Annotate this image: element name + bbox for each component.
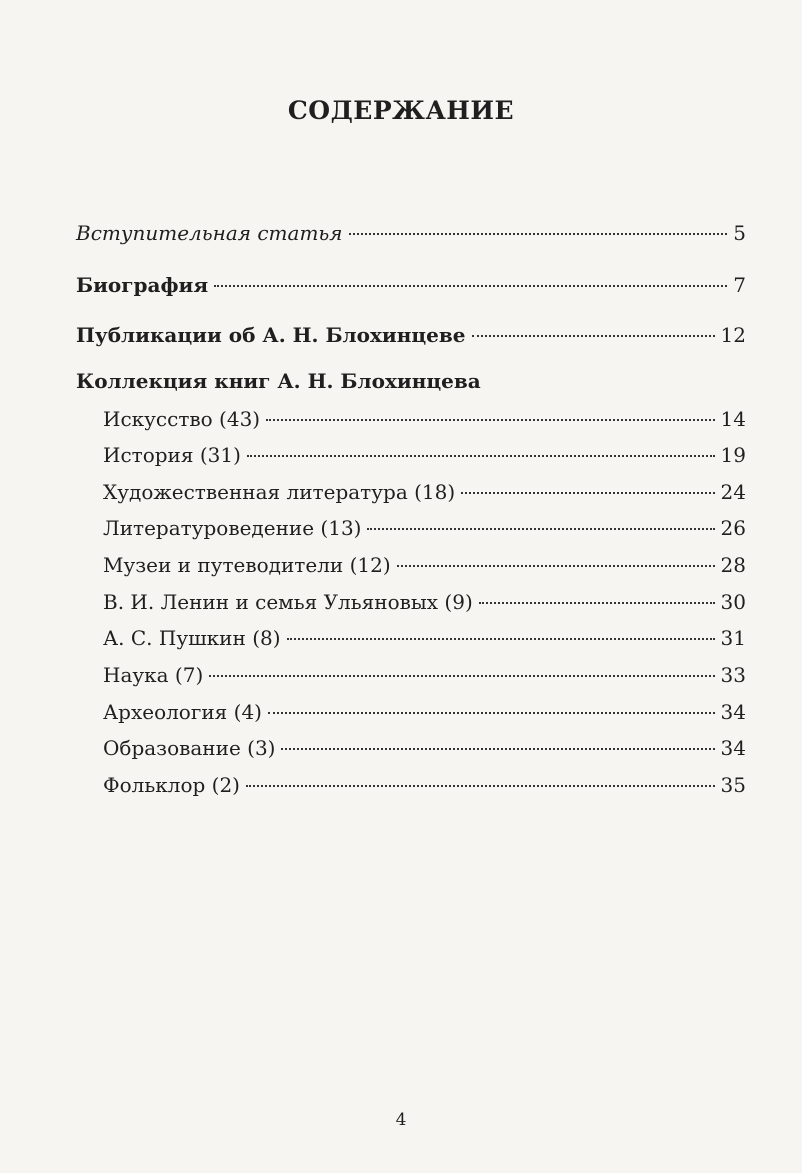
dot-leader <box>214 285 727 287</box>
toc-entry-label: Художественная литература (18) <box>103 480 456 504</box>
toc-sub-entry[interactable] <box>103 477 746 507</box>
dot-leader <box>281 748 714 750</box>
dot-leader <box>461 492 714 494</box>
toc-entry-page: 24 <box>720 480 746 504</box>
toc-sub-entry[interactable] <box>103 770 746 800</box>
toc-entry-label: История (31) <box>103 443 241 467</box>
toc-entry-label: Наука (7) <box>103 663 204 687</box>
toc-entry-label: Вступительная статья <box>76 221 343 245</box>
toc-entry-label: Публикации об А. Н. Блохинцеве <box>76 323 466 347</box>
toc-entry-page: 35 <box>720 773 746 797</box>
dot-leader <box>349 233 728 235</box>
toc-sub-entry[interactable] <box>103 623 746 653</box>
toc-sub-entry[interactable] <box>103 697 746 727</box>
toc-entry-label: В. И. Ленин и семья Ульяновых (9) <box>103 590 473 614</box>
dot-leader <box>266 419 714 421</box>
toc-entry-page: 5 <box>733 221 746 245</box>
toc-entry-page: 19 <box>720 443 746 467</box>
toc-entry-label: Искусство (43) <box>103 407 261 431</box>
toc-entry-label: Биография <box>76 273 209 297</box>
toc-entry-page: 34 <box>720 736 746 760</box>
dot-leader <box>472 335 715 337</box>
toc-entry-page: 31 <box>720 626 746 650</box>
toc-entry-label: Музеи и путеводители (12) <box>103 553 391 577</box>
toc-entry-page: 7 <box>733 273 746 297</box>
dot-leader <box>209 675 714 677</box>
toc-entry-label: Литературоведение (13) <box>103 516 362 540</box>
toc-entry-page: 12 <box>720 323 746 347</box>
toc-entry-page: 33 <box>720 663 746 687</box>
toc-entry-page: 26 <box>720 516 746 540</box>
toc-entry-label: Археология (4) <box>103 700 262 724</box>
toc-sub-entry[interactable] <box>103 660 746 690</box>
dot-leader <box>397 565 715 567</box>
toc-entry-page: 28 <box>720 553 746 577</box>
dot-leader <box>268 712 715 714</box>
dot-leader <box>287 638 715 640</box>
toc-section-heading: Коллекция книг А. Н. Блохинцева <box>76 369 481 393</box>
toc-entry-label: Образование (3) <box>103 736 276 760</box>
toc-entry-label: А. С. Пушкин (8) <box>103 626 281 650</box>
toc-entry-label: Фольклор (2) <box>103 773 240 797</box>
dot-leader <box>479 602 715 604</box>
toc-sub-entry[interactable] <box>103 513 746 543</box>
toc-sub-entry[interactable] <box>103 440 746 470</box>
toc-sub-entry[interactable] <box>103 404 746 434</box>
toc-sub-entry[interactable] <box>103 587 746 617</box>
toc-sub-entry[interactable] <box>103 550 746 580</box>
toc-entry-publications[interactable] <box>76 320 746 350</box>
toc-entry-biography[interactable] <box>76 270 746 300</box>
dot-leader <box>246 785 715 787</box>
toc-entry-page: 14 <box>720 407 746 431</box>
toc-entry-introduction[interactable] <box>76 218 746 248</box>
toc-sub-entry[interactable] <box>103 733 746 763</box>
dot-leader <box>367 528 714 530</box>
toc-title: СОДЕРЖАНИЕ <box>287 96 515 125</box>
toc-entry-page: 30 <box>720 590 746 614</box>
page-number: 4 <box>395 1110 407 1130</box>
toc-entry-page: 34 <box>720 700 746 724</box>
dot-leader <box>247 455 715 457</box>
